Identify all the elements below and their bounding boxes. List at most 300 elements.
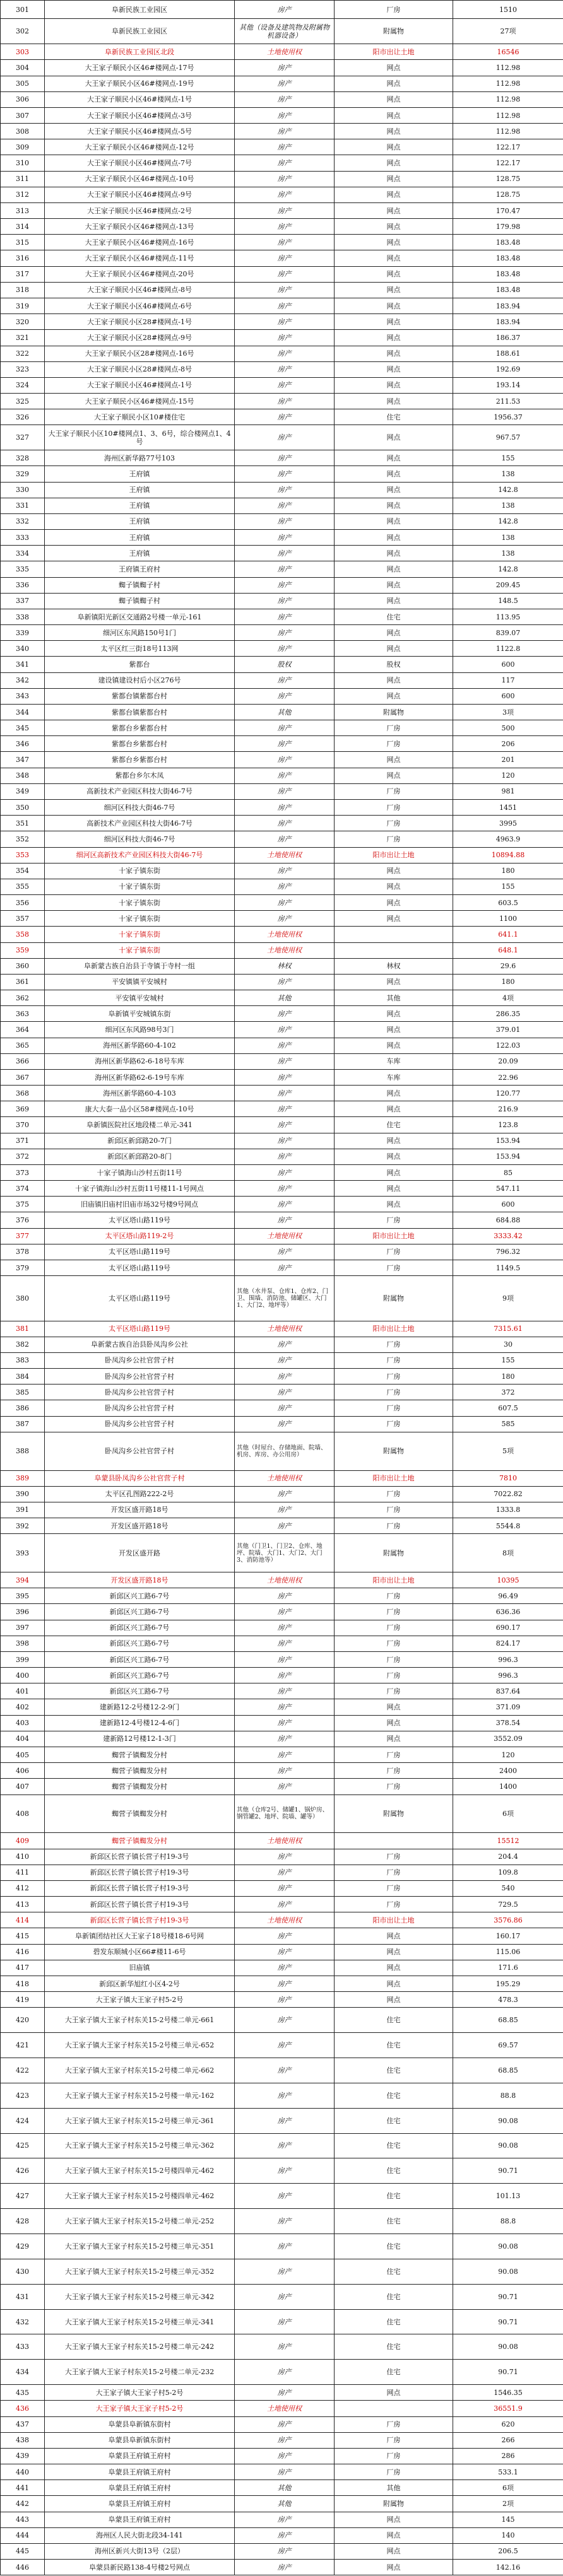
location-cell: 阜蒙县王府镇王府村: [45, 2480, 235, 2496]
location-cell: 阜新镇阳光新区交通路2号楼一单元-161: [45, 609, 235, 624]
usage-cell: 网点: [335, 1976, 453, 1991]
usage-cell: 附属物: [335, 1534, 453, 1572]
usage-cell: 网点: [335, 672, 453, 688]
quantity-cell: 500: [453, 720, 563, 736]
quantity-cell: 824.17: [453, 1636, 563, 1651]
row-number-cell: 318: [1, 282, 45, 298]
usage-cell: 网点: [335, 688, 453, 704]
location-cell: 蜘营子镇蜘发分村: [45, 1779, 235, 1794]
location-cell: 十家子镇东街: [45, 863, 235, 879]
usage-cell: 网点: [335, 2560, 453, 2575]
table-row: [1, 2083, 563, 2108]
row-number-cell: 375: [1, 1197, 45, 1212]
quantity-cell: 7315.61: [453, 1321, 563, 1337]
asset-type-cell: 房产: [235, 911, 335, 927]
location-cell: 细河区科技大街46-7号: [45, 831, 235, 847]
asset-type-cell: 其他: [235, 2480, 335, 2496]
quantity-cell: 620: [453, 2416, 563, 2432]
asset-type-cell: 房产: [235, 314, 335, 330]
location-cell: 王府镇: [45, 546, 235, 561]
asset-type-cell: 房产: [235, 1779, 335, 1794]
asset-type-cell: 房产: [235, 783, 335, 799]
usage-cell: 网点: [335, 346, 453, 361]
row-number-cell: 402: [1, 1699, 45, 1715]
location-cell: 海州区新兴大街13号（2层）: [45, 2543, 235, 2559]
location-cell: 大王家子镇大王家子村东关15-2号楼三单元-352: [45, 2259, 235, 2284]
location-cell: 新邱区兴工路6-7号: [45, 1651, 235, 1667]
table-row: [1, 752, 563, 768]
location-cell: 开发区盛开路18号: [45, 1502, 235, 1518]
table-row: [1, 2184, 563, 2209]
row-number-cell: 319: [1, 298, 45, 313]
row-number-cell: 362: [1, 990, 45, 1006]
asset-type-cell: 房产: [235, 377, 335, 393]
row-number-cell: 378: [1, 1244, 45, 1260]
row-number-cell: 331: [1, 498, 45, 513]
asset-type-cell: 房产: [235, 1486, 335, 1502]
location-cell: 阜蒙县王府镇王府村: [45, 2464, 235, 2480]
table-row: [1, 1006, 563, 1022]
usage-cell: 住宅: [335, 2334, 453, 2360]
asset-type-cell: 土地使用权: [235, 1572, 335, 1588]
row-number-cell: 388: [1, 1432, 45, 1470]
location-cell: 卧凤沟乡公社官营子村: [45, 1385, 235, 1400]
usage-cell: 林权: [335, 958, 453, 974]
table-row: [1, 1038, 563, 1053]
usage-cell: 住宅: [335, 2259, 453, 2284]
table-row: [1, 1880, 563, 1896]
table-row: [1, 91, 563, 107]
row-number-cell: 315: [1, 235, 45, 250]
row-number-cell: 436: [1, 2401, 45, 2416]
row-number-cell: 350: [1, 800, 45, 816]
asset-type-cell: 土地使用权: [235, 1833, 335, 1849]
location-cell: 碧发东顺城小区66#楼11-6号: [45, 1944, 235, 1960]
location-cell: 十家子镇东街: [45, 927, 235, 942]
table-row: [1, 1352, 563, 1368]
quantity-cell: 206.5: [453, 2543, 563, 2559]
quantity-cell: 101.13: [453, 2184, 563, 2209]
asset-type-cell: 房产: [235, 1101, 335, 1117]
row-number-cell: 432: [1, 2309, 45, 2334]
usage-cell: 网点: [335, 91, 453, 107]
asset-type-cell: 房产: [235, 394, 335, 409]
location-cell: 大王家子顺民小区46#楼网点-19号: [45, 76, 235, 91]
table-row: [1, 546, 563, 561]
usage-cell: 网点: [335, 879, 453, 894]
usage-cell: 厂房: [335, 1518, 453, 1534]
row-number-cell: 347: [1, 752, 45, 768]
quantity-cell: 1400: [453, 1779, 563, 1794]
row-number-cell: 431: [1, 2284, 45, 2309]
quantity-cell: 1100: [453, 911, 563, 927]
usage-cell: 厂房: [335, 2416, 453, 2432]
usage-cell: 网点: [335, 314, 453, 330]
table-row: [1, 1117, 563, 1133]
location-cell: 阜蒙县新民路138-4号楼2号网点: [45, 2560, 235, 2575]
asset-type-cell: 土地使用权: [235, 1228, 335, 1244]
table-row: [1, 1699, 563, 1715]
asset-type-cell: 房产: [235, 298, 335, 313]
usage-cell: 网点: [335, 394, 453, 409]
location-cell: 新邱区新邱路20-8门: [45, 1149, 235, 1164]
table-row: [1, 2158, 563, 2184]
quantity-cell: 201: [453, 752, 563, 768]
usage-cell: 网点: [335, 1149, 453, 1164]
table-row: [1, 1416, 563, 1432]
quantity-cell: 30: [453, 1337, 563, 1352]
table-row: [1, 1400, 563, 1416]
row-number-cell: 389: [1, 1470, 45, 1486]
table-row: [1, 394, 563, 409]
row-number-cell: 309: [1, 139, 45, 155]
row-number-cell: 342: [1, 672, 45, 688]
row-number-cell: 380: [1, 1276, 45, 1321]
row-number-cell: 357: [1, 911, 45, 927]
usage-cell: 网点: [335, 107, 453, 123]
location-cell: 大王家子顺民小区46#楼网点-2号: [45, 202, 235, 218]
asset-type-cell: 房产: [235, 641, 335, 657]
quantity-cell: 10395: [453, 1572, 563, 1588]
location-cell: 紫都台镇紫都台村: [45, 704, 235, 720]
usage-cell: 网点: [335, 1731, 453, 1747]
row-number-cell: 434: [1, 2360, 45, 2385]
table-row: [1, 2234, 563, 2259]
location-cell: 阜蒙县王府镇王府村: [45, 2512, 235, 2527]
table-row: [1, 1668, 563, 1683]
table-row: [1, 1133, 563, 1149]
usage-cell: 厂房: [335, 1244, 453, 1260]
table-row: [1, 346, 563, 361]
usage-cell: 附属物: [335, 19, 453, 44]
location-cell: 细河区科技大街46-7号: [45, 800, 235, 816]
asset-type-cell: 其他（设备及建筑物及附属物机器设备）: [235, 19, 335, 44]
asset-type-cell: 其他: [235, 704, 335, 720]
row-number-cell: 446: [1, 2560, 45, 2575]
asset-type-cell: 房产: [235, 1865, 335, 1880]
location-cell: 新邱区新邱路20-7门: [45, 1133, 235, 1149]
location-cell: 十家子镇东街: [45, 895, 235, 911]
quantity-cell: 123.8: [453, 1117, 563, 1133]
asset-type-cell: 房产: [235, 513, 335, 529]
table-row: [1, 768, 563, 783]
quantity-cell: 3552.09: [453, 1731, 563, 1747]
quantity-cell: 209.45: [453, 577, 563, 593]
quantity-cell: 648.1: [453, 942, 563, 958]
table-row: [1, 219, 563, 235]
table-row: [1, 425, 563, 450]
asset-type-cell: 房产: [235, 1053, 335, 1069]
table-row: [1, 1518, 563, 1534]
location-cell: 大王家子镇大王家子村5-2号: [45, 2385, 235, 2401]
quantity-cell: 211.53: [453, 394, 563, 409]
location-cell: 阜新蒙古族自治县卧凤沟乡公社: [45, 1337, 235, 1352]
quantity-cell: 603.5: [453, 895, 563, 911]
row-number-cell: 390: [1, 1486, 45, 1502]
table-row: [1, 1502, 563, 1518]
asset-type-cell: 房产: [235, 1416, 335, 1432]
usage-cell: 厂房: [335, 1683, 453, 1699]
location-cell: 大王家子镇大王家子村东关15-2号楼二单元-232: [45, 2360, 235, 2385]
location-cell: 大王家子顺民小区46#楼网点-8号: [45, 282, 235, 298]
usage-cell: 厂房: [335, 1486, 453, 1502]
location-cell: 大王家子镇大王家子村东关15-2号楼三单元-652: [45, 2033, 235, 2058]
location-cell: 阜蒙县卧凤沟乡公社官营子村: [45, 1470, 235, 1486]
quantity-cell: 122.03: [453, 1038, 563, 1053]
row-number-cell: 405: [1, 1747, 45, 1763]
location-cell: 大王家子镇大王家子村东关15-2号楼三单元-351: [45, 2234, 235, 2259]
usage-cell: 厂房: [335, 1865, 453, 1880]
usage-cell: 厂房: [335, 783, 453, 799]
usage-cell: 阳市出让土地: [335, 44, 453, 60]
asset-type-cell: 房产: [235, 60, 335, 76]
asset-type-cell: 房产: [235, 2432, 335, 2448]
row-number-cell: 392: [1, 1518, 45, 1534]
usage-cell: [335, 2401, 453, 2416]
asset-type-cell: 房产: [235, 736, 335, 752]
table-row: [1, 1321, 563, 1337]
asset-type-cell: 房产: [235, 498, 335, 513]
location-cell: 太平区塔山路119-2号: [45, 1228, 235, 1244]
usage-cell: 厂房: [335, 2432, 453, 2448]
row-number-cell: 316: [1, 250, 45, 266]
usage-cell: 厂房: [335, 2464, 453, 2480]
quantity-cell: 90.08: [453, 2334, 563, 2360]
usage-cell: 网点: [335, 76, 453, 91]
quantity-cell: 170.47: [453, 202, 563, 218]
location-cell: 开发区盛开路18号: [45, 1572, 235, 1588]
row-number-cell: 320: [1, 314, 45, 330]
asset-type-cell: 房产: [235, 282, 335, 298]
quantity-cell: 138: [453, 466, 563, 482]
usage-cell: 网点: [335, 1715, 453, 1731]
table-row: [1, 593, 563, 609]
usage-cell: 网点: [335, 1181, 453, 1197]
asset-type-cell: 房产: [235, 1212, 335, 1228]
asset-type-cell: 房产: [235, 346, 335, 361]
location-cell: 大王家子顺民小区46#楼网点-7号: [45, 155, 235, 171]
table-row: [1, 879, 563, 894]
usage-cell: 厂房: [335, 1, 453, 19]
row-number-cell: 322: [1, 346, 45, 361]
usage-cell: 网点: [335, 171, 453, 187]
quantity-cell: 183.94: [453, 314, 563, 330]
row-number-cell: 325: [1, 394, 45, 409]
location-cell: 大王家子顺民小区46#楼网点-17号: [45, 60, 235, 76]
row-number-cell: 427: [1, 2184, 45, 2209]
row-number-cell: 400: [1, 1668, 45, 1683]
row-number-cell: 369: [1, 1101, 45, 1117]
table-row: [1, 1385, 563, 1400]
quantity-cell: 600: [453, 1197, 563, 1212]
asset-type-cell: 房产: [235, 1197, 335, 1212]
quantity-cell: 68.85: [453, 2058, 563, 2083]
table-row: [1, 1572, 563, 1588]
quantity-cell: 36551.9: [453, 2401, 563, 2416]
location-cell: 十家子镇东街: [45, 879, 235, 894]
asset-type-cell: 房产: [235, 1006, 335, 1022]
location-cell: 新邱区长营子镇长营子村19-3号: [45, 1865, 235, 1880]
asset-type-cell: 其他（时屋台、存储地面、院墙、机房、库房、办公用房）: [235, 1432, 335, 1470]
asset-type-cell: 房产: [235, 831, 335, 847]
usage-cell: 股权: [335, 657, 453, 672]
usage-cell: 阳市出让土地: [335, 847, 453, 863]
location-cell: 大王家子镇大王家子村东关15-2号楼三单元-361: [45, 2108, 235, 2133]
quantity-cell: 547.11: [453, 1181, 563, 1197]
location-cell: 阜新民族工业园区: [45, 1, 235, 19]
asset-type-cell: 房产: [235, 250, 335, 266]
asset-type-cell: 房产: [235, 91, 335, 107]
row-number-cell: 396: [1, 1604, 45, 1620]
table-row: [1, 990, 563, 1006]
usage-cell: 住宅: [335, 609, 453, 624]
usage-cell: 住宅: [335, 2184, 453, 2209]
location-cell: 新邱区兴工路6-7号: [45, 1620, 235, 1636]
asset-type-cell: 房产: [235, 1731, 335, 1747]
table-row: [1, 847, 563, 863]
location-cell: 大王家子顺民小区10#楼住宅: [45, 409, 235, 425]
row-number-cell: 335: [1, 561, 45, 577]
asset-type-cell: 房产: [235, 2334, 335, 2360]
asset-type-cell: 房产: [235, 76, 335, 91]
asset-type-cell: 房产: [235, 2527, 335, 2543]
asset-type-cell: 房产: [235, 2512, 335, 2527]
asset-type-cell: 房产: [235, 546, 335, 561]
table-row: [1, 250, 563, 266]
usage-cell: 住宅: [335, 2033, 453, 2058]
quantity-cell: 1122.8: [453, 641, 563, 657]
usage-cell: 网点: [335, 1197, 453, 1212]
location-cell: 蜘子镇蜘子村: [45, 577, 235, 593]
row-number-cell: 433: [1, 2334, 45, 2360]
table-row: [1, 736, 563, 752]
asset-type-cell: 房产: [235, 1976, 335, 1991]
quantity-cell: 286.35: [453, 1006, 563, 1022]
table-row: [1, 44, 563, 60]
row-number-cell: 398: [1, 1636, 45, 1651]
usage-cell: 厂房: [335, 1651, 453, 1667]
asset-type-cell: 房产: [235, 1038, 335, 1053]
asset-type-cell: 房产: [235, 1164, 335, 1180]
table-row: [1, 124, 563, 139]
usage-cell: 网点: [335, 202, 453, 218]
quantity-cell: 3333.42: [453, 1228, 563, 1244]
asset-type-cell: 房产: [235, 2133, 335, 2158]
asset-type-cell: 房产: [235, 425, 335, 450]
table-row: [1, 361, 563, 377]
quantity-cell: 155: [453, 879, 563, 894]
usage-cell: 厂房: [335, 1416, 453, 1432]
usage-cell: 附属物: [335, 1794, 453, 1833]
usage-cell: [335, 1833, 453, 1849]
location-cell: 大王家子顺民小区46#楼网点-16号: [45, 235, 235, 250]
location-cell: 海州区新华路62-6-19号车库: [45, 1069, 235, 1085]
location-cell: 大王家子顺民小区28#楼网点-1号: [45, 314, 235, 330]
asset-type-cell: 房产: [235, 139, 335, 155]
table-row: [1, 657, 563, 672]
usage-cell: 阳市出让土地: [335, 1470, 453, 1486]
quantity-cell: 195.29: [453, 1976, 563, 1991]
table-row: [1, 816, 563, 831]
quantity-cell: 90.08: [453, 2108, 563, 2133]
quantity-cell: 478.3: [453, 1992, 563, 2008]
row-number-cell: 414: [1, 1912, 45, 1928]
row-number-cell: 383: [1, 1352, 45, 1368]
quantity-cell: 607.5: [453, 1400, 563, 1416]
location-cell: 大王家子镇大王家子村东关15-2号楼一单元-162: [45, 2083, 235, 2108]
location-cell: 建新路12-2号楼12-2-9门: [45, 1699, 235, 1715]
usage-cell: 网点: [335, 1928, 453, 1944]
usage-cell: 厂房: [335, 1668, 453, 1683]
usage-cell: 网点: [335, 450, 453, 466]
asset-type-cell: 土地使用权: [235, 1470, 335, 1486]
usage-cell: 网点: [335, 768, 453, 783]
asset-type-cell: 房产: [235, 1400, 335, 1416]
quantity-cell: 120.77: [453, 1086, 563, 1101]
row-number-cell: 326: [1, 409, 45, 425]
quantity-cell: 286: [453, 2448, 563, 2464]
asset-type-cell: 房产: [235, 2008, 335, 2033]
table-row: [1, 498, 563, 513]
usage-cell: 网点: [335, 911, 453, 927]
row-number-cell: 442: [1, 2496, 45, 2512]
row-number-cell: 423: [1, 2083, 45, 2108]
table-row: [1, 1620, 563, 1636]
table-row: [1, 1260, 563, 1275]
table-row: [1, 1849, 563, 1865]
quantity-cell: 29.6: [453, 958, 563, 974]
quantity-cell: 180: [453, 1369, 563, 1385]
usage-cell: 厂房: [335, 1588, 453, 1604]
asset-type-cell: 房产: [235, 2033, 335, 2058]
location-cell: 卧凤沟乡公社官营子村: [45, 1400, 235, 1416]
table-row: [1, 2416, 563, 2432]
table-row: [1, 2385, 563, 2401]
row-number-cell: 341: [1, 657, 45, 672]
quantity-cell: 112.98: [453, 124, 563, 139]
asset-type-cell: 房产: [235, 466, 335, 482]
table-row: [1, 1747, 563, 1763]
usage-cell: 网点: [335, 282, 453, 298]
asset-type-cell: 房产: [235, 2448, 335, 2464]
location-cell: 平安镇平安城村: [45, 990, 235, 1006]
usage-cell: 网点: [335, 2527, 453, 2543]
table-row: [1, 2464, 563, 2480]
row-number-cell: 368: [1, 1086, 45, 1101]
row-number-cell: 399: [1, 1651, 45, 1667]
location-cell: 新邱区新华旭红小区4-2号: [45, 1976, 235, 1991]
row-number-cell: 346: [1, 736, 45, 752]
table-row: [1, 2512, 563, 2527]
usage-cell: 厂房: [335, 1763, 453, 1779]
location-cell: 海州区人民大街北段34-141: [45, 2527, 235, 2543]
quantity-cell: 641.1: [453, 927, 563, 942]
usage-cell: 网点: [335, 2543, 453, 2559]
table-row: [1, 1928, 563, 1944]
location-cell: 王府镇: [45, 513, 235, 529]
location-cell: 细河区东风路150号1门: [45, 625, 235, 641]
asset-type-cell: 其他（门卫1、门卫2、仓库、地坪、院墙、大门1、大门2、大门3、消防池等）: [235, 1534, 335, 1572]
table-row: [1, 2480, 563, 2496]
table-row: [1, 1763, 563, 1779]
row-number-cell: 437: [1, 2416, 45, 2432]
table-row: [1, 76, 563, 91]
usage-cell: 厂房: [335, 800, 453, 816]
usage-cell: 网点: [335, 124, 453, 139]
table-row: [1, 672, 563, 688]
quantity-cell: 636.36: [453, 1604, 563, 1620]
location-cell: 太平区塔山路119号: [45, 1260, 235, 1275]
